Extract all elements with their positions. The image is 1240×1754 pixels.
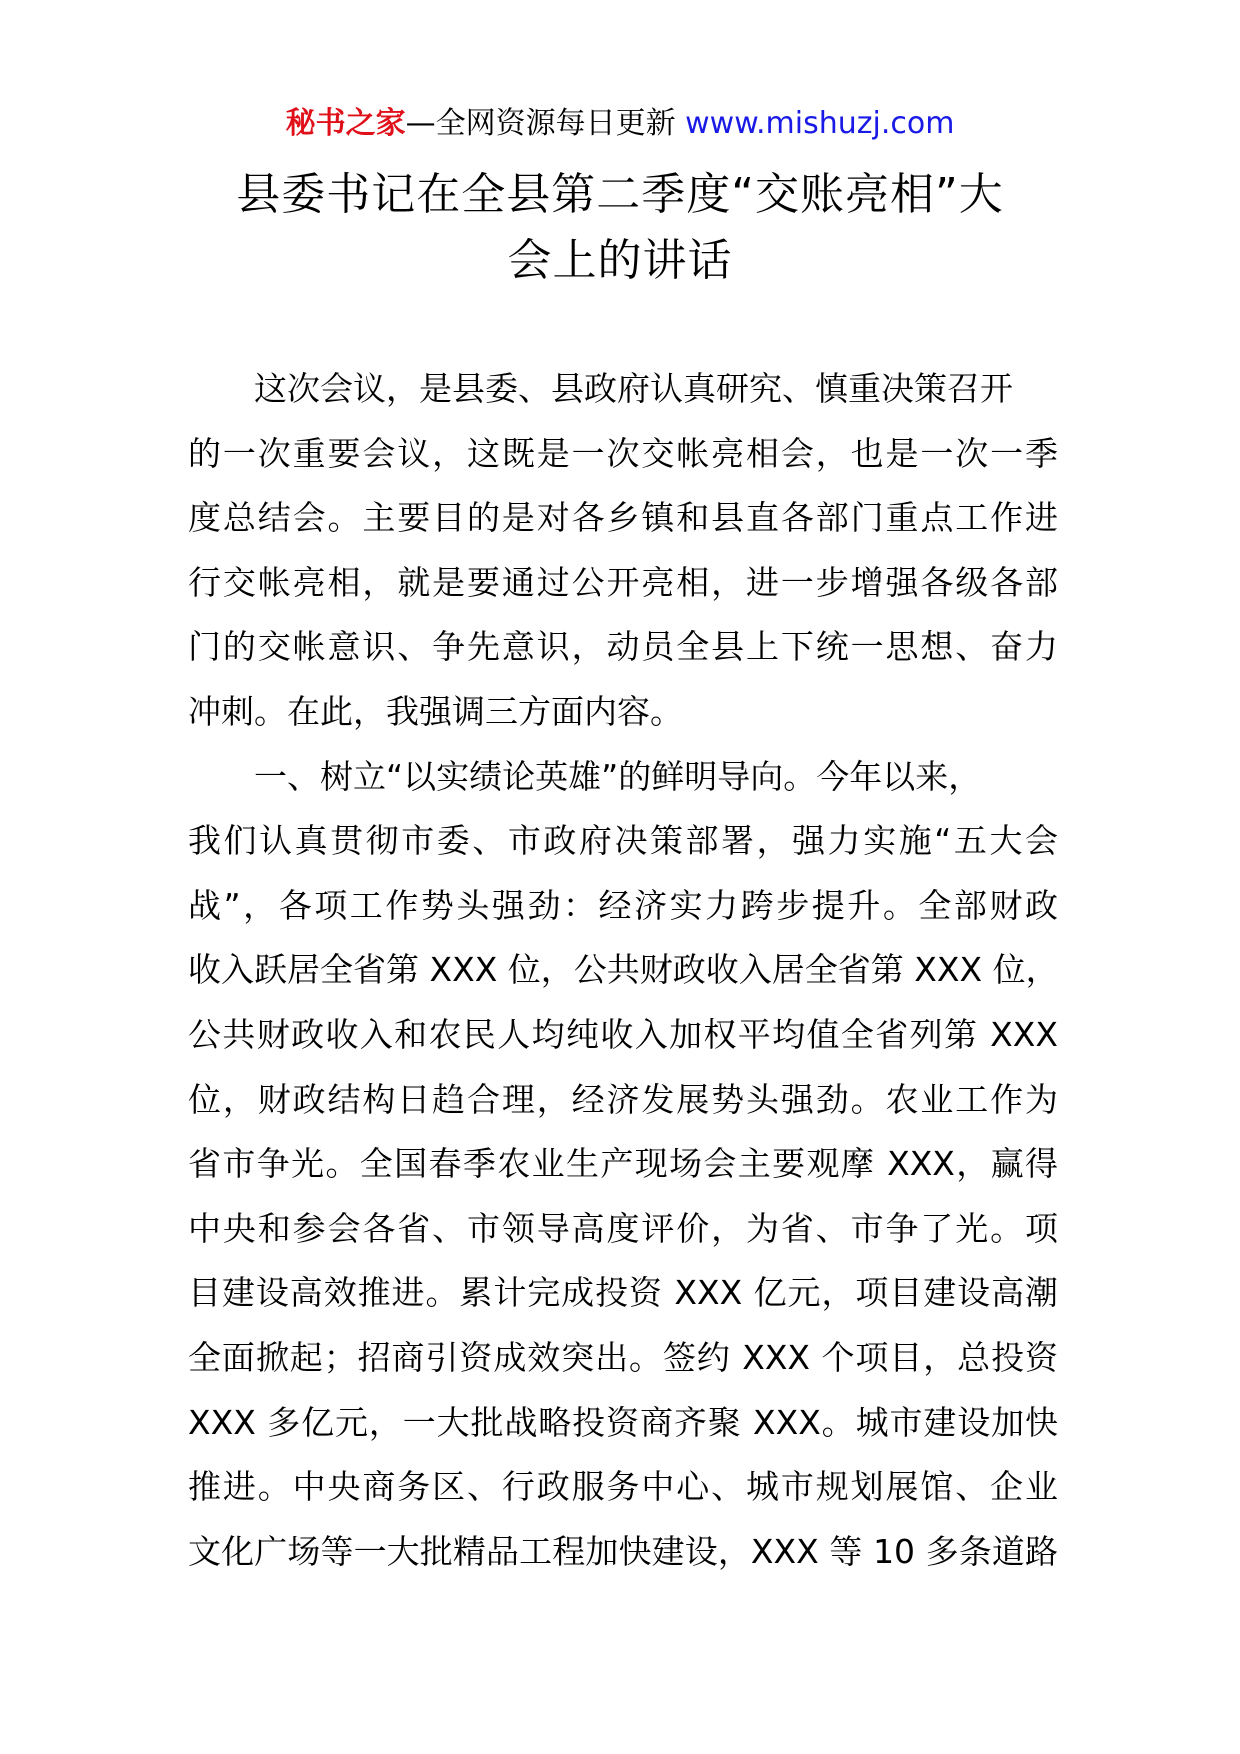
body-line: 冲刺。在此，我强调三方面内容。 <box>188 691 683 731</box>
body-line: 门的交帐意识、争先意识，动员全县上下统一思想、奋力 <box>188 627 1058 667</box>
body-line: 全面掀起；招商引资成效突出。签约 XXX 个项目，总投资 <box>188 1337 1058 1377</box>
body-line: 我们认真贯彻市委、市政府决策部署，强力实施“五大会 <box>188 821 1058 861</box>
document-title <box>190 162 1050 294</box>
title-line-2: 会上的讲话 <box>507 235 733 286</box>
body-line: XXX 多亿元，一大批战略投资商齐聚 XXX。城市建设加快 <box>188 1402 1058 1442</box>
document-body <box>188 357 1058 1584</box>
body-line: 度总结会。主要目的是对各乡镇和县直各部门重点工作进 <box>188 498 1058 538</box>
body-line: 收入跃居全省第 XXX 位，公共财政收入居全省第 XXX 位， <box>188 950 1059 990</box>
header-slogan: —全网资源每日更新 <box>405 106 686 141</box>
body-line: 推进。中央商务区、行政服务中心、城市规划展馆、企业 <box>188 1467 1058 1507</box>
brand-name: 秘书之家 <box>285 106 406 141</box>
body-line: 目建设高效推进。累计完成投资 XXX 亿元，项目建设高潮 <box>188 1273 1058 1313</box>
website-link[interactable]: www.mishuzj.com <box>685 106 955 141</box>
site-header <box>0 100 1240 148</box>
body-line: 位，财政结构日趋合理，经济发展势头强劲。农业工作为 <box>188 1079 1058 1119</box>
body-line: 省市争光。全国春季农业生产现场会主要观摩 XXX，赢得 <box>188 1144 1058 1184</box>
body-line: 公共财政收入和农民人均纯收入加权平均值全省列第 XXX <box>188 1014 1058 1054</box>
body-line: 这次会议，是县委、县政府认真研究、慎重决策召开 <box>254 369 1013 408</box>
body-line: 的一次重要会议，这既是一次交帐亮相会，也是一次一季 <box>188 433 1058 473</box>
body-line: 战”，各项工作势头强劲：经济实力跨步提升。全部财政 <box>188 885 1058 925</box>
title-line-1: 县委书记在全县第二季度“交账亮相”大 <box>236 169 1004 220</box>
body-line: 文化广场等一大批精品工程加快建设，XXX 等 10 多条道路 <box>188 1531 1058 1571</box>
body-line: 一、树立“以实绩论英雄”的鲜明导向。今年以来， <box>254 756 982 796</box>
body-line: 中央和参会各省、市领导高度评价，为省、市争了光。项 <box>188 1208 1058 1248</box>
body-line: 行交帐亮相，就是要通过公开亮相，进一步增强各级各部 <box>188 562 1058 602</box>
